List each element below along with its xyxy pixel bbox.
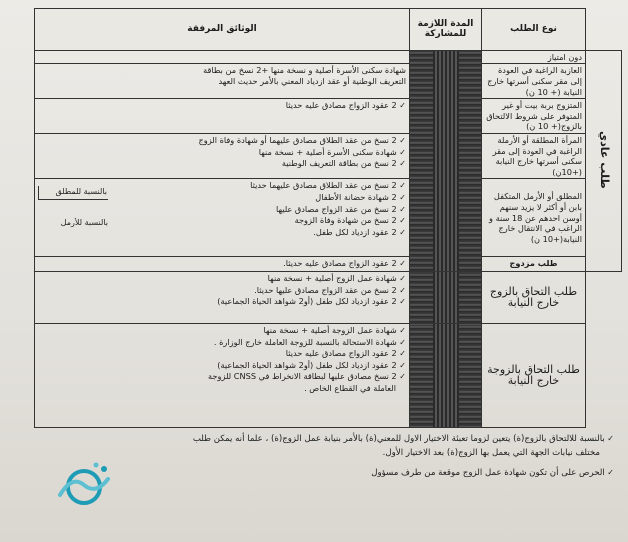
docs-cell [35, 99, 410, 134]
duration-hatch [410, 272, 482, 324]
category-empty [586, 324, 622, 428]
header-docs: الوثائق المرفقة [35, 9, 410, 51]
note-line: ✓ بالنسبة للالتحاق بالزوج(ة) يتعين لزوما تعبئة الاختيار الاول للمعني(ة) بالأمر بنيابة عمل الزوج(ة) ، علما أنه يمكن طلب [24, 432, 614, 446]
category-label: طلب عادي [597, 130, 611, 189]
table-row [35, 179, 622, 257]
doc-line: ✓ 2 شهادة حضانة الأطفال [108, 192, 406, 204]
type-cell: المطلق أو الأرمل المتكفل بابن أو أكثر لا يزيد سنهم أوسن احدهم عن 18 سنة و الراغب في الانتقال خارج النيابة(+10 ن) [482, 179, 586, 257]
type-cell: المتزوج بربة بيت أو غير المتوفر على شروط الالتحاق بالزوج(+ 10 ن) [482, 99, 586, 134]
duration-hatch [410, 50, 482, 271]
table-row [35, 272, 622, 324]
category-empty [586, 272, 622, 324]
note-line: ✓ الحرص على أن تكون شهادة عمل الزوج موقعة من طرف مسؤول [24, 466, 614, 480]
side-note-widower: بالنسبة للأرمل [60, 218, 108, 227]
category-cell [586, 50, 622, 271]
docs-cell [35, 272, 410, 324]
table-row [35, 50, 622, 64]
table-row [35, 324, 622, 428]
docs-cell [35, 179, 410, 257]
docs-cell [35, 134, 410, 179]
doc-line: العاملة في القطاع الخاص . [304, 382, 396, 393]
table-row [35, 257, 622, 272]
table-row [35, 134, 622, 179]
header-spacer [586, 9, 622, 51]
type-cell: العازبة الراغبة في العودة إلى مقر سكنى أسرتها خارج النيابة (+ 10 ن) [482, 64, 586, 99]
docs-cell [35, 64, 410, 99]
type-cell: دون امتياز [482, 50, 586, 64]
doc-line: ✓ 2 عقود ازدياد لكل طفل (أو2 شواهد الحياة الجماعية) [38, 296, 406, 308]
watermark-logo [50, 455, 120, 515]
doc-line: ✓ 2 عقود ازدياد لكل طفل (أو2 شواهد الحياة الجماعية) [38, 360, 406, 372]
doc-line: ✓ 2 نسخ من بطاقة التعريف الوطنية [38, 158, 406, 170]
header-type: نوع الطلب [482, 9, 586, 51]
doc-line: ✓ 2 عقود الزواج مصادق عليه حديثا [38, 100, 406, 112]
table-header-row [35, 9, 622, 51]
docs-cell [35, 257, 410, 272]
doc-line: ✓ شهادة عمل الزوجة أصلية + نسخة منها [38, 325, 406, 337]
doc-line: ✓ 2 عقود الزواج مصادق عليه حديثا [38, 348, 406, 360]
docs-cell [35, 50, 410, 64]
doc-line: ✓ 2 نسخ من شهادة وفاة الزوجة [108, 215, 406, 227]
table-row [35, 64, 622, 99]
doc-line: ✓ شهادة سكنى الأسرة أصلية + نسخة منها [38, 147, 406, 159]
header-duration: المدة اللازمة للمشاركة [410, 9, 482, 51]
note-line: مختلف نيابات الجهة التي يعمل بها الزوج(ة) بعد الاختيار الأول. [382, 448, 600, 458]
type-cell: طلب التحاق بالزوج خارج النيابة [482, 272, 586, 324]
side-note-divorced: بالنسبة للمطلق [38, 186, 108, 200]
doc-line: ✓ 2 نسخ من عقد الطلاق مصادق عليهما أو شهادة وفاة الزوج [38, 135, 406, 147]
doc-line: التعريف الوطنية أو عقد ازدياد المعني بالأمر حديث العهد [218, 76, 406, 87]
table-row [35, 99, 622, 134]
doc-line: ✓ 2 عقود ازدياد لكل طفل. [108, 227, 406, 239]
doc-line: ✓ 2 عقود الزواج مصادق عليه حديثا. [38, 258, 406, 270]
duration-hatch [410, 324, 482, 428]
type-cell: المرأة المطلقة أو الأرملة الراغبة في العودة إلى مقر سكنى أسرتها خارج النيابة (+10ن) [482, 134, 586, 179]
docs-cell [35, 324, 410, 428]
type-cell: طلب التحاق بالزوجة خارج النيابة [482, 324, 586, 428]
doc-line: ✓ شهادة الاستحالة بالنسبة للزوجة العاملة خارج الوزارة . [38, 337, 406, 349]
doc-line: ✓ 2 نسخ من عقد الزواج مصادق عليها حديثا. [38, 285, 406, 297]
doc-line: ✓ 2 نسخ من عقد الزواج مصادق عليها [108, 204, 406, 216]
doc-line: ✓ 2 نسخ من عقد الطلاق مصادق عليهما حديثا [108, 180, 406, 192]
doc-line: ✓ شهادة عمل الزوج أصلية + نسخة منها [38, 273, 406, 285]
type-cell: طلب مزدوج [482, 257, 586, 272]
doc-line: ✓ 2 نسخ مصادق عليها لبطاقة الانخراط في CNSS للزوجة [38, 371, 406, 383]
documents-table [34, 8, 622, 428]
doc-line: شهادة سكنى الأسرة أصلية و نسخة منها +2 نسخ من بطاقة [203, 65, 406, 76]
